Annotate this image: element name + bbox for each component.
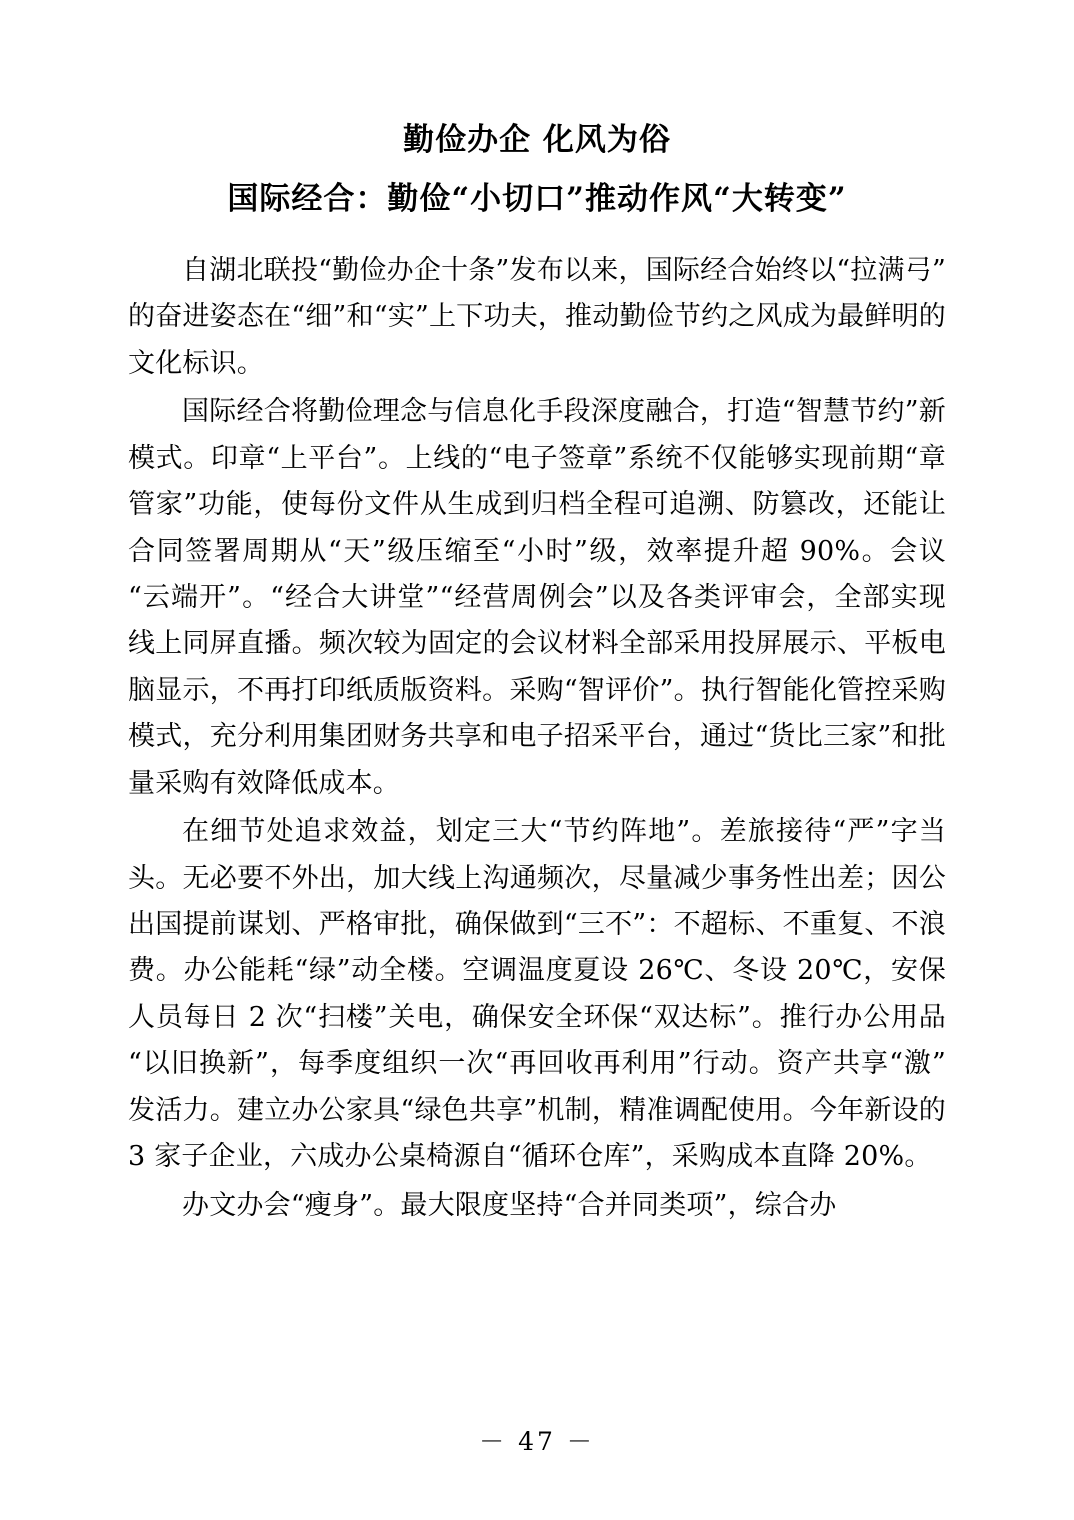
page-title-sub: 国际经合：勤俭“小切口”推动作风“大转变” <box>227 180 847 217</box>
page-title-main: 勤俭办企 化风为俗 <box>403 122 671 158</box>
paragraph-4: 办文办会“瘦身”。最大限度坚持“合并同类项”，综合办 <box>182 1189 837 1221</box>
paragraph-3: 在细节处追求效益，划定三大“节约阵地”。差旅接待“严”字当头。无必要不外出，加大线上沟通频次，尽量减少事务性出差；因公出国提前谋划、严格审批，确保做到“三不”：不超标、不重复、不浪费。办公能耗“绿”动全楼。空调温度夏设 26℃、冬设 20℃，安保人员每日 2 次“扫楼”关电，确保安全环保“双达标”。推行办公用品“以旧换新”，每季度组织一次“再回收再利用”行动。资产共享“激”发活力。建立办公家具“绿色共享”机制，精准调配使用。今年新设的 3 家子企业，六成办公桌椅源自“循环仓库”，采购成本直降 20%。 <box>128 816 946 1173</box>
paragraph-1: 自湖北联投“勤俭办企十条”发布以来，国际经合始终以“拉满弓”的奋进姿态在“细”和“实”上下功夫，推动勤俭节约之风成为最鲜明的文化标识。 <box>128 254 946 379</box>
paragraph-2: 国际经合将勤俭理念与信息化手段深度融合，打造“智慧节约”新模式。印章“上平台”。上线的“电子签章”系统不仅能够实现前期“章管家”功能，使每份文件从生成到归档全程可追溯、防篡改，还能让合同签署周期从“天”级压缩至“小时”级，效率提升超 90%。会议“云端开”。“经合大讲堂”“经营周例会”以及各类评审会，全部实现线上同屏直播。频次较为固定的会议材料全部采用投屏展示、平板电脑显示，不再打印纸质版资料。采购“智评价”。执行智能化管控采购模式，充分利用集团财务共享和电子招采平台，通过“货比三家”和批量采购有效降低成本。 <box>128 396 946 799</box>
page-number: － 47 － <box>479 1427 595 1456</box>
